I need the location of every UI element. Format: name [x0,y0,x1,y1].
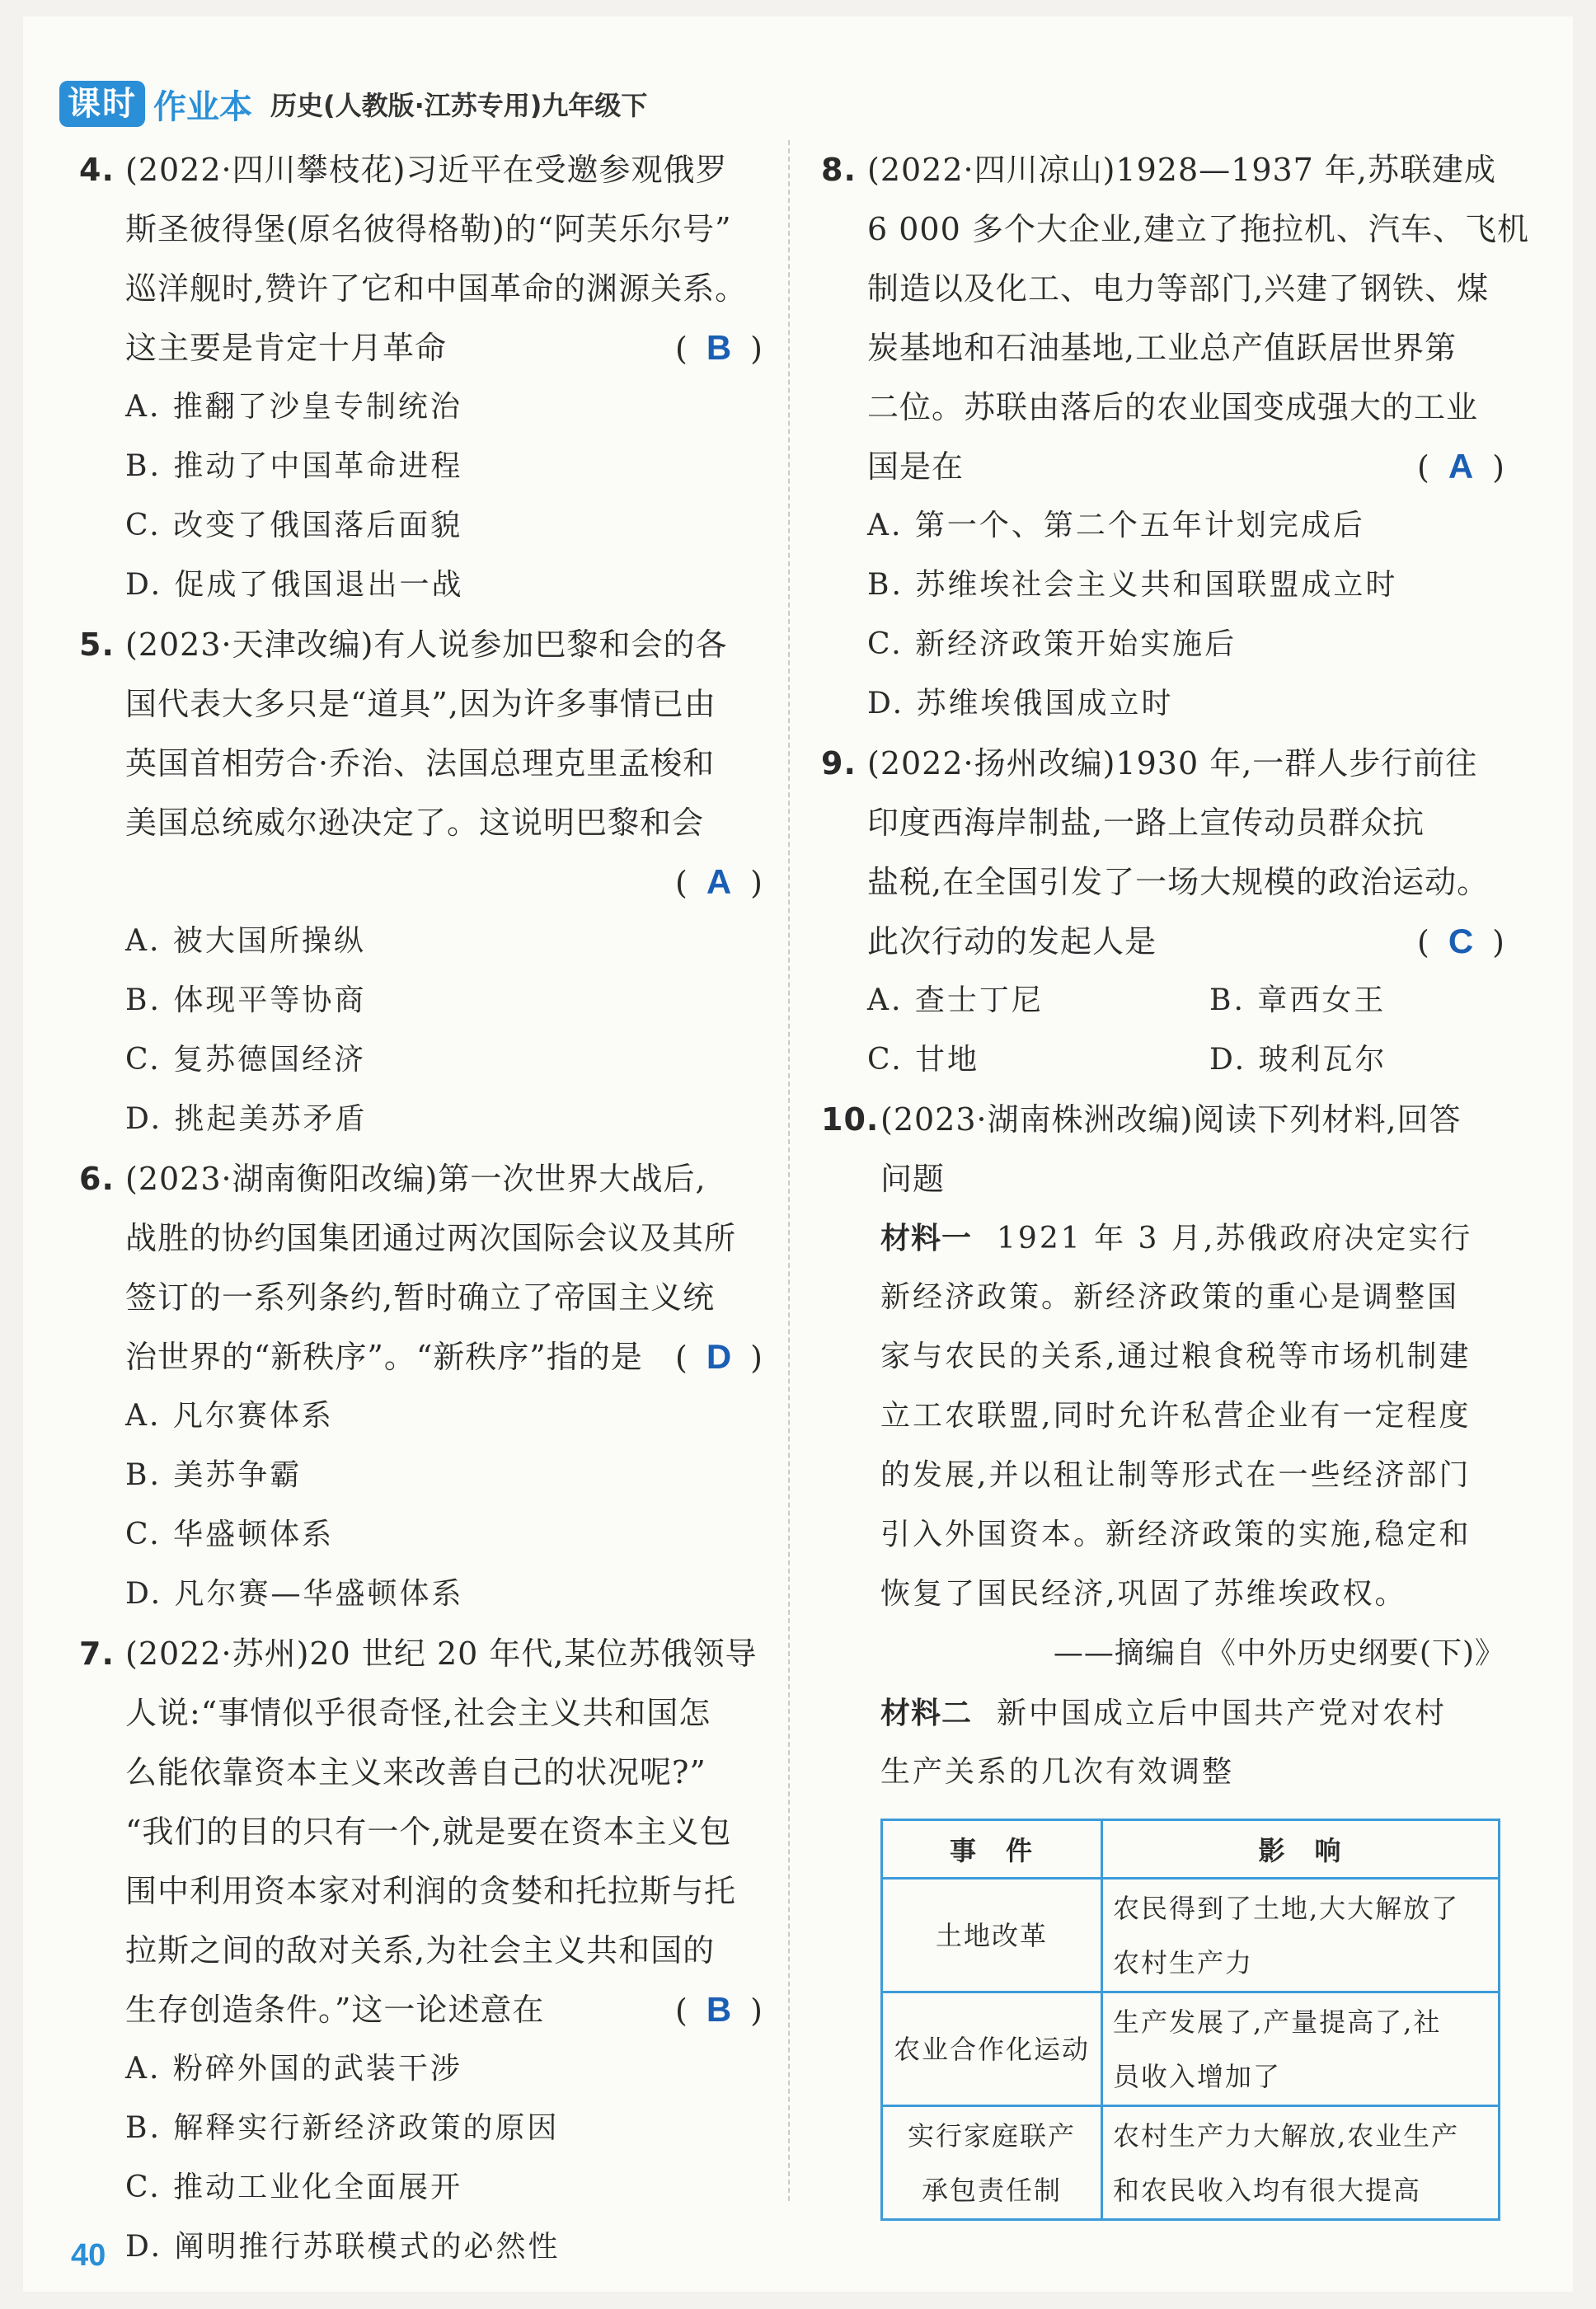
option: C. 复苏德国经济 [125,1043,367,1077]
table-header: 事 件 [882,1820,1102,1879]
question-7 [79,1624,763,2277]
question-text: 美国总统威尔逊决定了。这说明巴黎和会 [125,805,705,841]
answer-letter: B [706,328,733,367]
header [59,81,647,127]
material-text: 新经济政策。新经济政策的重心是调整国 [880,1280,1460,1314]
column-divider [788,140,790,2201]
question-text: 国代表大多只是“道具”,因为许多事情已由 [125,686,716,722]
answer-bracket: ( D ) [675,1337,763,1376]
table-header-row [882,1820,1500,1879]
option: C. 华盛顿体系 [125,1518,335,1551]
book-title: 作业本 [153,87,252,126]
question-text: 围中利用资本家对利润的贪婪和托拉斯与托 [125,1873,737,1909]
question-5 [79,615,763,1149]
table-header: 影 响 [1102,1820,1500,1879]
option: A. 推翻了沙皇专制统治 [125,390,462,424]
question-text: 二位。苏联由落后的农业国变成强大的工业 [867,389,1479,425]
material-text: 恢复了国民经济,巩固了苏维埃政权。 [880,1577,1407,1611]
option: B. 美苏争霸 [125,1458,303,1492]
table-row [882,1879,1500,1992]
table-cell-impact: 农民得到了土地,大大解放了 农村生产力 [1102,1879,1500,1992]
material-text: 立工农联盟,同时允许私营企业有一定程度 [880,1399,1472,1433]
material-text: 的发展,并以租让制等形式在一些经济部门 [880,1458,1472,1492]
question-8 [821,140,1529,734]
material-source: ——摘编自《中外历史纲要(下)》 [1053,1636,1505,1670]
answer-letter: B [706,1990,733,2029]
answer-bracket: ( B ) [675,328,763,367]
option: C. 新经济政策开始实施后 [867,627,1237,661]
question-text: 制造以及化工、电力等部门,兴建了钢铁、煤 [867,270,1490,307]
option: B. 推动了中国革命进程 [125,449,463,483]
material-label: 材料一 [880,1221,973,1255]
option: B. 章西女王 [1209,983,1387,1017]
question-text: 盐税,在全国引发了一场大规模的政治运动。 [867,864,1490,900]
question-text: 炭基地和石油基地,工业总产值跃居世界第 [867,330,1458,366]
left-column [79,140,763,2277]
question-text: 战胜的协约国集团通过两次国际会议及其所 [125,1220,737,1256]
question-number: 4. [79,152,115,188]
option: C. 甘地 [867,1043,980,1077]
question-number: 10. [821,1101,880,1138]
question-9 [821,734,1505,1090]
answer-bracket: ( C ) [1417,922,1505,960]
question-text: “我们的目的只有一个,就是要在资本主义包 [125,1814,732,1850]
answer-letter: C [1448,922,1475,960]
option: B. 体现平等协商 [125,983,367,1017]
question-4 [79,140,763,615]
question-text: (2022·四川凉山)1928—1937 年,苏联建成 [867,152,1497,188]
book-subtitle: 历史(人教版·江苏专用)九年级下 [270,90,648,121]
material-text: 1921 年 3 月,苏俄政府决定实行 [997,1222,1473,1255]
page-number: 40 [71,2238,106,2273]
question-text: 么能依靠资本主义来改善自己的状况呢?” [125,1754,706,1790]
table-cell-impact: 农村生产力大解放,农业生产 和农民收入均有很大提高 [1102,2106,1500,2220]
question-text: (2023·天津改编)有人说参加巴黎和会的各 [125,627,728,663]
question-text: (2023·湖南株洲改编)阅读下列材料,回答 [880,1101,1462,1138]
question-text: 拉斯之间的敌对关系,为社会主义共和国的 [125,1932,716,1969]
option: D. 凡尔赛—华盛顿体系 [125,1577,464,1611]
option: A. 凡尔赛体系 [125,1399,334,1433]
right-column [821,140,1529,2221]
question-text: 此次行动的发起人是 [867,923,1157,960]
option: D. 阐明推行苏联模式的必然性 [125,2230,561,2264]
table-row [882,2106,1500,2220]
logo: 课时 [59,81,145,127]
question-text: 6 000 多个大企业,建立了拖拉机、汽车、飞机 [867,211,1529,247]
question-text: 英国首相劳合·乔治、法国总理克里孟梭和 [125,745,716,781]
question-number: 7. [79,1636,115,1672]
question-number: 5. [79,627,115,663]
option: A. 粉碎外国的武装干涉 [125,2052,462,2086]
question-text: 生存创造条件。”这一论述意在 [125,1992,545,2028]
material-text: 新中国成立后中国共产党对农村 [997,1697,1448,1730]
option: C. 推动工业化全面展开 [125,2171,463,2204]
answer-letter: D [706,1337,733,1376]
option: C. 改变了俄国落后面貌 [125,509,463,542]
question-text: 签订的一系列条约,暂时确立了帝国主义统 [125,1279,716,1316]
material-text: 引入外国资本。新经济政策的实施,稳定和 [880,1518,1472,1551]
material-label: 材料二 [880,1696,973,1730]
option: A. 第一个、第二个五年计划完成后 [867,509,1365,542]
option: B. 解释实行新经济政策的原因 [125,2111,560,2145]
option: D. 苏维埃俄国成立时 [867,687,1174,720]
question-text: 国是在 [867,448,965,485]
option: B. 苏维埃社会主义共和国联盟成立时 [867,568,1398,602]
table-cell-event: 实行家庭联产 承包责任制 [882,2106,1102,2220]
option: A. 被大国所操纵 [125,924,366,958]
answer-letter: A [706,862,733,901]
option: A. 查士丁尼 [867,983,1044,1017]
table-row [882,1992,1500,2106]
option: D. 促成了俄国退出一战 [125,568,464,602]
question-text: 巡洋舰时,赞许了它和中国革命的渊源关系。 [125,270,748,307]
table-cell-impact: 生产发展了,产量提高了,社 员收入增加了 [1102,1992,1500,2106]
table-cell-event: 农业合作化运动 [882,1992,1102,2106]
question-text: 人说:“事情似乎很奇怪,社会主义共和国怎 [125,1695,711,1731]
material-text: 家与农民的关系,通过粮食税等市场机制建 [880,1340,1472,1373]
question-text: (2023·湖南衡阳改编)第一次世界大战后, [125,1161,706,1197]
answer-bracket: ( A ) [1417,447,1505,486]
question-number: 6. [79,1161,115,1197]
table-cell-event: 土地改革 [882,1879,1102,1992]
question-text: 问题 [880,1161,946,1197]
answer-letter: A [1448,447,1475,486]
material-2 [821,1683,1505,1743]
question-text: (2022·苏州)20 世纪 20 年代,某位苏俄领导 [125,1636,758,1672]
question-text: (2022·扬州改编)1930 年,一群人步行前往 [867,745,1478,781]
question-text: 斯圣彼得堡(原名彼得格勒)的“阿芙乐尔号” [125,211,732,247]
answer-bracket: ( A ) [675,862,763,901]
question-text: 印度西海岸制盐,一路上宣传动员群众抗 [867,805,1425,841]
material-1 [821,1208,1505,1268]
question-10 [821,1090,1505,2221]
question-number: 9. [821,745,857,781]
question-text: (2022·四川攀枝花)习近平在受邀参观俄罗 [125,152,728,188]
question-number: 8. [821,152,857,188]
question-6 [79,1149,763,1624]
policy-table [880,1819,1500,2221]
option: D. 挑起美苏矛盾 [125,1102,368,1136]
material-text: 生产关系的几次有效调整 [880,1755,1235,1789]
question-text: 治世界的“新秩序”。“新秩序”指的是 [125,1339,643,1375]
option: D. 玻利瓦尔 [1209,1043,1387,1077]
question-text: 这主要是肯定十月革命 [125,330,448,366]
answer-bracket: ( B ) [675,1990,763,2029]
